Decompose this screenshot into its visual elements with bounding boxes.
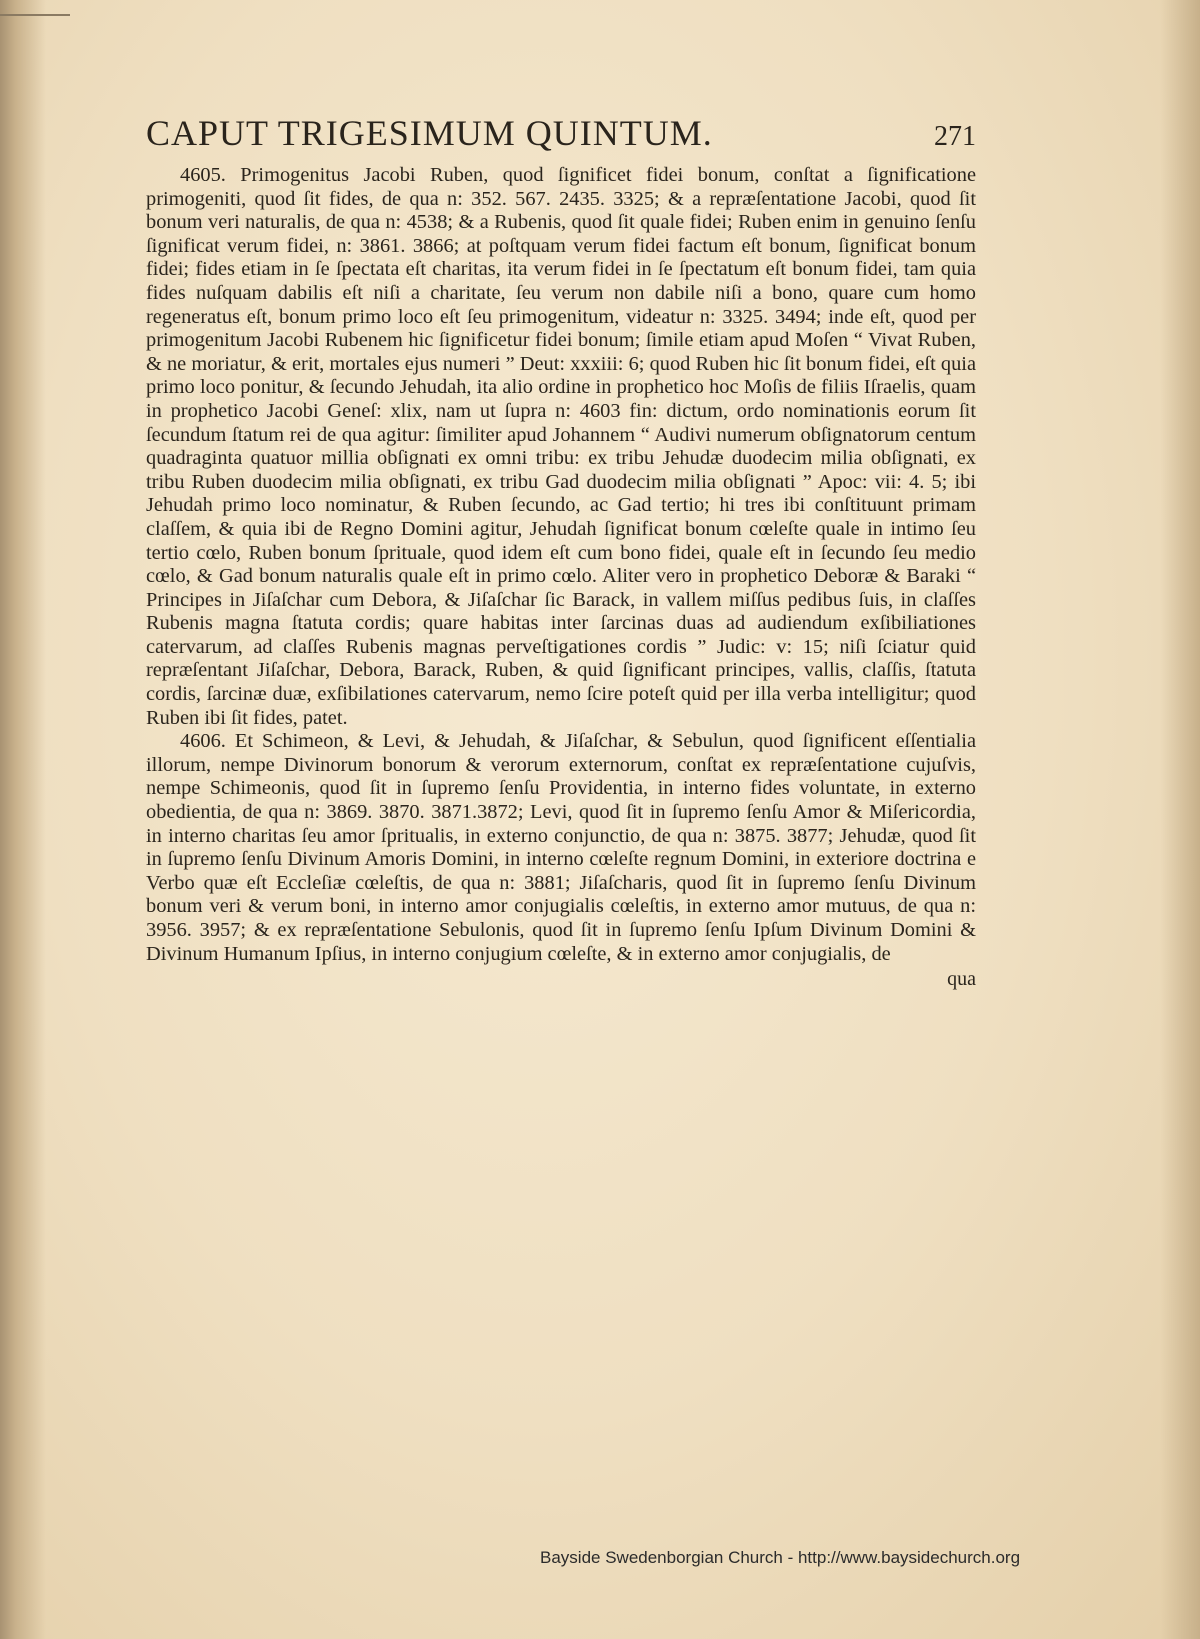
catchword: qua [947, 968, 976, 991]
paragraph-4606: 4606. Et Schimeon, & Levi, & Jehudah, & Jiſaſchar, & Sebulun, quod ſignificent eſſentialia illorum, nempe Divinorum bonorum & verorum externorum, conſtat ex repræſentatione cujuſvis, nempe Schimeonis, quod ſit in ſupremo ſenſu Providentia, in interno fides voluntate, in externo obedientia, de qua n: 3869. 3870. 3871.3872; Levi, quod ſit in ſupremo ſenſu Amor & Miſericordia, in interno charitas ſeu amor ſpritualis, in externo conjunctio, de qua n: 3875. 3877; Jehudæ, quod ſit in ſupremo ſenſu Divinum Amoris Domini, in interno cœleſte regnum Domini, in exteriore doctrina e Verbo quæ eſt Eccleſiæ cœleſtis, de qua n: 3881; Jiſaſcharis, quod ſit in ſupremo ſenſu Divinum bonum veri & verum boni, in interno amor conjugialis cœleſtis, in externo amor mutuus, de qua n: 3956. 3957; & ex repræſentatione Sebulonis, quod ſit in ſupremo ſenſu Ipſum Divinum Domini & Divinum Humanum Ipſius, in interno conjugium cœleſte, & in externo amor conjugialis, de [146, 730, 976, 965]
running-head [146, 112, 976, 154]
page-edge-right [1160, 0, 1200, 1639]
chapter-title: CAPUT TRIGESIMUM QUINTUM. [146, 113, 713, 153]
book-page [146, 112, 976, 991]
footer-credit: Bayside Swedenborgian Church - http://www.baysidechurch.org [540, 1548, 1021, 1567]
page-number: 271 [934, 121, 976, 152]
page-edge-left [0, 0, 46, 1639]
paragraph-4605: 4605. Primogenitus Jacobi Ruben, quod ſignificet fidei bonum, conſtat a ſignificatione primogeniti, quod ſit fides, de qua n: 352. 567. 2435. 3325; & a repræſentatione Jacobi, quod ſit bonum veri naturalis, de qua n: 4538; & a Rubenis, quod ſit quale fidei; Ruben enim in genuino ſenſu ſignificat verum fidei, n: 3861. 3866; at poſtquam verum fidei factum eſt bonum, ſignificat bonum fidei; fides etiam in ſe ſpectata eſt charitas, ita verum fidei in ſe ſpectatum eſt bonum fidei, tam quia fides nuſquam dabilis eſt niſi a charitate, ſeu verum non dabile niſi a bono, quare cum homo regeneratus eſt, bonum primo loco eſt ſeu primogenitum, videatur n: 3325. 3494; inde eſt, quod per primogenitum Jacobi Rubenem hic ſignificetur fidei bonum; ſimile etiam apud Moſen “ Vivat Ruben, & ne moriatur, & erit, mortales ejus numeri ” Deut: xxxiii: 6; quod Ruben hic ſit bonum fidei, eſt quia primo loco ponitur, & ſecundo Jehudah, ita alio ordine in prophetico hoc Moſis de filiis Iſraelis, quam in prophetico Jacobi Geneſ: xlix, nam ut ſupra n: 4603 fin: dictum, ordo nominationis eorum ſit ſecundum ſtatum rei de qua agitur: ſimiliter apud Johannem “ Audivi numerum obſignatorum centum quadraginta quatuor millia obſignati ex omni tribu: ex tribu Jehudæ duodecim milia obſignati, ex tribu Ruben duodecim milia obſignati, ex tribu Gad duodecim milia obſignati ” Apoc: vii: 4. 5; ibi Jehudah primo loco nominatur, & Ruben ſecundo, ac Gad tertio; hi tres ibi conſtituunt primam claſſem, & quia ibi de Regno Domini agitur, Jehudah ſignificat bonum cœleſte quale in intimo ſeu tertio cœlo, Ruben bonum ſprituale, quod idem eſt cum bono fidei, quale eſt in ſecundo ſeu medio cœlo, & Gad bonum naturalis quale eſt in primo cœlo. Aliter vero in prophetico Deboræ & Baraki “ Principes in Jiſaſchar cum Debora, & Jiſaſchar ſic Barack, in vallem miſſus pedibus ſuis, in claſſes Rubenis magna ſtatuta cordis; quare habitas inter ſarcinas duas ad audiendum exſibiliationes catervarum, ad claſſes Rubenis magnas perveſtigationes cordis ” Judic: v: 15; niſi ſciatur quid repræſentant Jiſaſchar, Debora, Barack, Ruben, & quid ſignificant principes, vallis, claſſis, ſtatuta cordis, ſarcinæ duæ, exſibilationes catervarum, nemo ſcire poteſt quid per illa verba intelligitur; quod Ruben ibi ſit fides, patet. [146, 164, 976, 729]
top-left-rule [0, 14, 70, 16]
